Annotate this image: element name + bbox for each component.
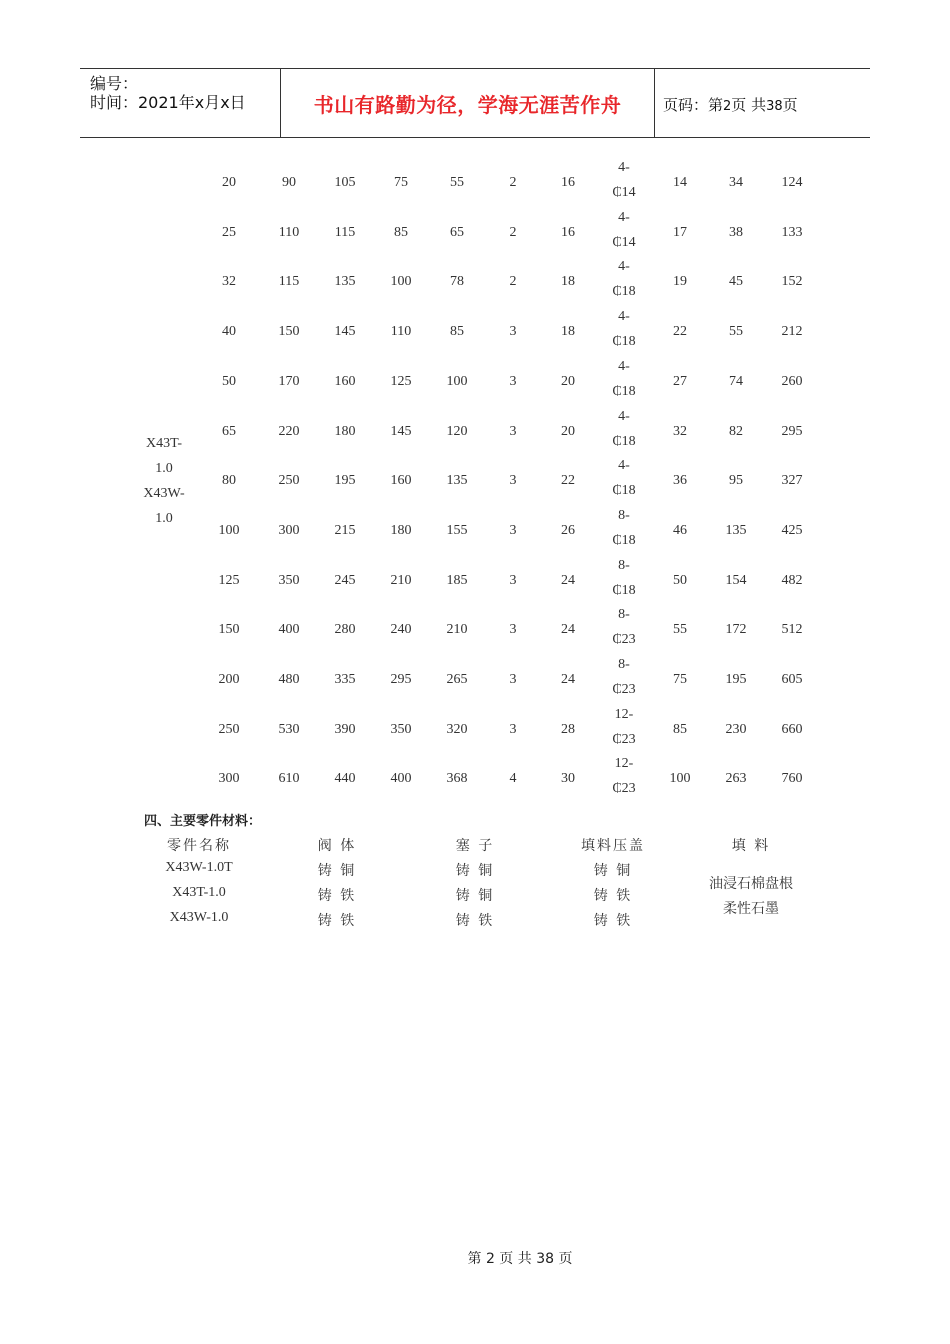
dimension-cell: 145 — [334, 324, 356, 340]
dimension-cell: 24 — [561, 672, 575, 687]
bolt-diameter: ₵23 — [612, 731, 636, 747]
dimension-cell: 85 — [673, 721, 687, 737]
bolt-count: 4- — [618, 358, 630, 374]
dimension-cell: 36 — [673, 473, 687, 489]
dimension-cell: 28 — [561, 721, 575, 737]
page-number-info — [663, 94, 798, 115]
dimension-cell: 135 — [334, 274, 356, 290]
bolt-spec-cell — [594, 652, 654, 702]
dimension-cell: 133 — [781, 224, 803, 240]
material-row-name: X43T-1.0 — [172, 885, 226, 900]
nominal-diameter-cell: 25 — [222, 224, 236, 240]
dimension-cell: 32 — [673, 423, 687, 439]
dimension-cell: 480 — [278, 672, 300, 687]
dimension-cell: 26 — [561, 522, 575, 538]
bolt-count: 4- — [618, 259, 630, 275]
material-row-gland: 铸 铜 — [593, 863, 633, 879]
dimension-cell: 530 — [278, 721, 300, 737]
dimension-cell: 55 — [673, 622, 687, 638]
dimension-cell: 150 — [278, 324, 300, 340]
material-row-name: X43W-1.0 — [169, 910, 229, 925]
material-row-name: X43W-1.0T — [165, 860, 233, 875]
nominal-diameter-cell: 250 — [218, 721, 240, 737]
page-mid: 页 共 — [731, 96, 767, 114]
packing-material-2: 柔性石墨 — [723, 901, 779, 917]
dimension-cell: 300 — [278, 522, 300, 538]
nominal-diameter-cell: 300 — [218, 771, 240, 787]
dimension-cell: 280 — [334, 622, 356, 638]
bolt-spec-cell — [594, 553, 654, 603]
header-page-info — [654, 69, 870, 137]
dimension-cell: 20 — [561, 423, 575, 439]
dimension-cell: 3 — [509, 522, 517, 538]
dimension-cell: 18 — [561, 324, 575, 340]
dimension-cell: 78 — [450, 274, 464, 290]
dimension-cell: 210 — [446, 622, 468, 638]
nominal-diameter-cell: 100 — [218, 522, 240, 538]
bolt-diameter: ₵18 — [612, 582, 636, 598]
bolt-count: 4- — [618, 160, 630, 175]
dimension-cell: 605 — [781, 672, 803, 687]
bolt-spec-cell — [594, 602, 654, 652]
dimension-cell: 90 — [282, 175, 296, 190]
dimension-cell: 760 — [781, 771, 803, 787]
bolt-spec-cell — [594, 702, 654, 752]
dimension-cell: 220 — [278, 423, 300, 439]
dimension-cell: 115 — [334, 224, 356, 240]
bolt-count: 4- — [618, 458, 630, 474]
dimension-cell: 215 — [334, 522, 356, 538]
dimension-cell: 85 — [394, 224, 408, 240]
materials-header-body: 阀 体 — [317, 838, 357, 854]
dimension-cell: 2 — [509, 175, 517, 190]
nominal-diameter-cell: 20 — [222, 175, 236, 190]
dimension-cell: 368 — [446, 771, 468, 787]
dimension-cell: 482 — [781, 572, 803, 588]
dimension-cell: 335 — [334, 672, 356, 687]
dimension-cell: 2 — [509, 224, 517, 240]
dimension-cell: 212 — [781, 324, 803, 340]
bolt-count: 8- — [618, 657, 630, 672]
dimension-cell: 250 — [278, 473, 300, 489]
dimension-cell: 55 — [729, 324, 743, 340]
bolt-diameter: ₵18 — [612, 483, 636, 499]
dimension-cell: 230 — [725, 721, 747, 737]
dimension-cell: 2 — [509, 274, 517, 290]
dimension-cell: 4 — [509, 771, 517, 787]
dimension-cell: 125 — [390, 373, 412, 389]
time-label: 时间：2021年x月x日 — [90, 93, 246, 112]
dimension-cell: 18 — [561, 274, 575, 290]
bolt-count: 12- — [614, 706, 634, 722]
bolt-diameter: ₵18 — [612, 433, 636, 449]
dimension-cell: 46 — [673, 522, 687, 538]
dimension-cell: 17 — [673, 224, 687, 240]
dimension-cell: 320 — [446, 721, 468, 737]
dimension-cell: 185 — [446, 572, 468, 588]
nominal-diameter-cell: 32 — [222, 274, 236, 290]
model-label-1: X43T- — [145, 436, 183, 451]
nominal-diameter-cell: 40 — [222, 324, 236, 340]
dimension-cell: 120 — [446, 423, 468, 439]
dimension-cell: 100 — [446, 373, 468, 389]
bolt-diameter: ₵14 — [612, 234, 636, 250]
dimension-cell: 50 — [673, 572, 687, 588]
page-footer: 第 2 页 共 38 页 — [467, 1251, 573, 1267]
dimension-cell: 154 — [725, 572, 747, 588]
bolt-count: 8- — [618, 607, 630, 623]
page-prefix: 页码：第 — [663, 96, 724, 114]
dimension-cell: 55 — [450, 175, 464, 190]
bolt-count: 8- — [618, 557, 630, 573]
materials-header-packing: 填 料 — [731, 838, 771, 854]
dimension-cell: 660 — [781, 721, 803, 737]
dimension-cell: 3 — [509, 324, 517, 340]
bolt-spec-cell — [594, 404, 654, 454]
page-suffix: 页 — [782, 96, 798, 114]
dimension-cell: 27 — [673, 373, 687, 389]
bolt-diameter: ₵18 — [612, 532, 636, 548]
material-row-body: 铸 铜 — [317, 863, 357, 879]
dimension-cell: 22 — [561, 473, 575, 489]
material-row-plug: 铸 铜 — [455, 863, 495, 879]
dimension-cell: 400 — [278, 622, 300, 638]
dimension-cell: 14 — [673, 175, 687, 190]
bolt-spec-cell — [594, 354, 654, 404]
dimension-cell: 110 — [390, 324, 412, 340]
bolt-spec-cell — [594, 254, 654, 304]
dimension-cell: 22 — [673, 324, 687, 340]
dimension-cell: 135 — [725, 522, 747, 538]
bolt-diameter: ₵23 — [612, 781, 636, 797]
dimension-cell: 100 — [669, 771, 691, 787]
page-total: 38 — [766, 99, 783, 114]
dimension-cell: 152 — [781, 274, 803, 290]
header-motto-cell — [280, 69, 655, 137]
dimension-cell: 240 — [390, 622, 412, 638]
dimension-cell: 110 — [278, 224, 300, 240]
dimension-cell: 45 — [729, 274, 743, 290]
page-num: 2 — [723, 99, 732, 114]
dimension-cell: 20 — [561, 373, 575, 389]
bolt-diameter: ₵18 — [612, 334, 636, 350]
dimension-cell: 85 — [450, 324, 464, 340]
dimension-cell: 3 — [509, 572, 517, 588]
material-row-gland: 铸 铁 — [593, 888, 633, 904]
dimension-cell: 512 — [781, 622, 803, 638]
dimension-cell: 350 — [390, 721, 412, 737]
bolt-count: 12- — [614, 756, 634, 772]
dimension-cell: 3 — [509, 721, 517, 737]
dimension-cell: 195 — [725, 672, 747, 687]
dimension-cell: 327 — [781, 473, 803, 489]
material-row-body: 铸 铁 — [317, 913, 357, 929]
packing-material-1: 油浸石棉盘根 — [709, 876, 793, 892]
model-label-2: 1.0 — [155, 461, 173, 476]
bolt-spec-cell — [594, 503, 654, 553]
dimension-cell: 350 — [278, 572, 300, 588]
nominal-diameter-cell: 200 — [218, 672, 240, 687]
dimension-cell: 195 — [334, 473, 356, 489]
bolt-diameter: ₵23 — [612, 682, 636, 697]
code-label: 编号： — [90, 74, 139, 93]
bolt-diameter: ₵23 — [612, 632, 636, 648]
dimension-cell: 295 — [390, 672, 412, 687]
dimension-cell: 115 — [278, 274, 300, 290]
dimension-cell: 135 — [446, 473, 468, 489]
dimension-cell: 295 — [781, 423, 803, 439]
bolt-count: 4- — [618, 209, 630, 225]
materials-header-part-name: 零件名称 — [167, 838, 231, 854]
dimension-cell: 3 — [509, 473, 517, 489]
dimension-cell: 160 — [334, 373, 356, 389]
dimension-cell: 180 — [334, 423, 356, 439]
dimension-cell: 16 — [561, 175, 575, 190]
bolt-diameter: ₵18 — [612, 284, 636, 300]
dimension-cell: 610 — [278, 771, 300, 787]
dimension-cell: 74 — [729, 373, 743, 389]
bolt-count: 4- — [618, 408, 630, 424]
dimension-cell: 100 — [390, 274, 412, 290]
dimension-cell: 263 — [725, 771, 747, 787]
bolt-spec-cell — [594, 453, 654, 503]
dimension-cell: 24 — [561, 572, 575, 588]
material-row-gland: 铸 铁 — [593, 913, 633, 929]
dimension-cell: 260 — [781, 373, 803, 389]
material-row-plug: 铸 铜 — [455, 888, 495, 904]
bolt-spec-cell — [594, 751, 654, 801]
model-label-3: X43W- — [143, 486, 185, 501]
dimension-cell: 180 — [390, 522, 412, 538]
page-header — [80, 68, 870, 138]
materials-header-plug: 塞 子 — [455, 838, 495, 854]
bolt-diameter: ₵14 — [612, 185, 636, 200]
bolt-diameter: ₵18 — [612, 383, 636, 399]
bolt-count: 8- — [618, 507, 630, 523]
dimension-cell: 425 — [781, 522, 803, 538]
dimension-cell: 19 — [673, 274, 687, 290]
materials-header-gland: 填料压盖 — [581, 838, 645, 854]
dimension-cell: 160 — [390, 473, 412, 489]
bolt-spec-cell — [594, 205, 654, 255]
dimension-cell: 265 — [446, 672, 468, 687]
dimension-cell: 3 — [509, 622, 517, 638]
dimension-cell: 440 — [334, 771, 356, 787]
motto: 书山有路勤为径，学海无涯苦作舟 — [313, 93, 622, 117]
dimension-cell: 75 — [394, 175, 408, 190]
dimension-cell: 172 — [725, 622, 747, 638]
nominal-diameter-cell: 50 — [222, 373, 236, 389]
dimension-cell: 82 — [729, 423, 743, 439]
nominal-diameter-cell: 80 — [222, 473, 236, 489]
dimension-cell: 65 — [450, 224, 464, 240]
dimension-cell: 390 — [334, 721, 356, 737]
material-row-body: 铸 铁 — [317, 888, 357, 904]
dimension-cell: 105 — [334, 175, 356, 190]
nominal-diameter-cell: 125 — [218, 572, 240, 588]
dimension-cell: 38 — [729, 224, 743, 240]
dimension-cell: 3 — [509, 672, 517, 687]
dimension-cell: 75 — [673, 672, 687, 687]
dimension-cell: 30 — [561, 771, 575, 787]
materials-section-title: 四、主要零件材料： — [144, 814, 262, 829]
bolt-spec-cell — [594, 304, 654, 354]
dimension-cell: 3 — [509, 423, 517, 439]
dimension-cell: 34 — [729, 175, 743, 190]
material-row-plug: 铸 铁 — [455, 913, 495, 929]
dimension-cell: 16 — [561, 224, 575, 240]
nominal-diameter-cell: 150 — [218, 622, 240, 638]
dimension-cell: 3 — [509, 373, 517, 389]
dimension-cell: 170 — [278, 373, 300, 389]
bolt-count: 4- — [618, 309, 630, 325]
dimension-cell: 245 — [334, 572, 356, 588]
dimension-cell: 124 — [781, 175, 803, 190]
dimension-cell: 95 — [729, 473, 743, 489]
dimension-cell: 400 — [390, 771, 412, 787]
header-meta — [80, 69, 280, 137]
dimension-cell: 210 — [390, 572, 412, 588]
dimension-cell: 155 — [446, 522, 468, 538]
dimension-cell: 24 — [561, 622, 575, 638]
nominal-diameter-cell: 65 — [222, 423, 236, 439]
model-label-4: 1.0 — [155, 511, 173, 526]
dimension-cell: 145 — [390, 423, 412, 439]
bolt-spec-cell — [594, 155, 654, 205]
